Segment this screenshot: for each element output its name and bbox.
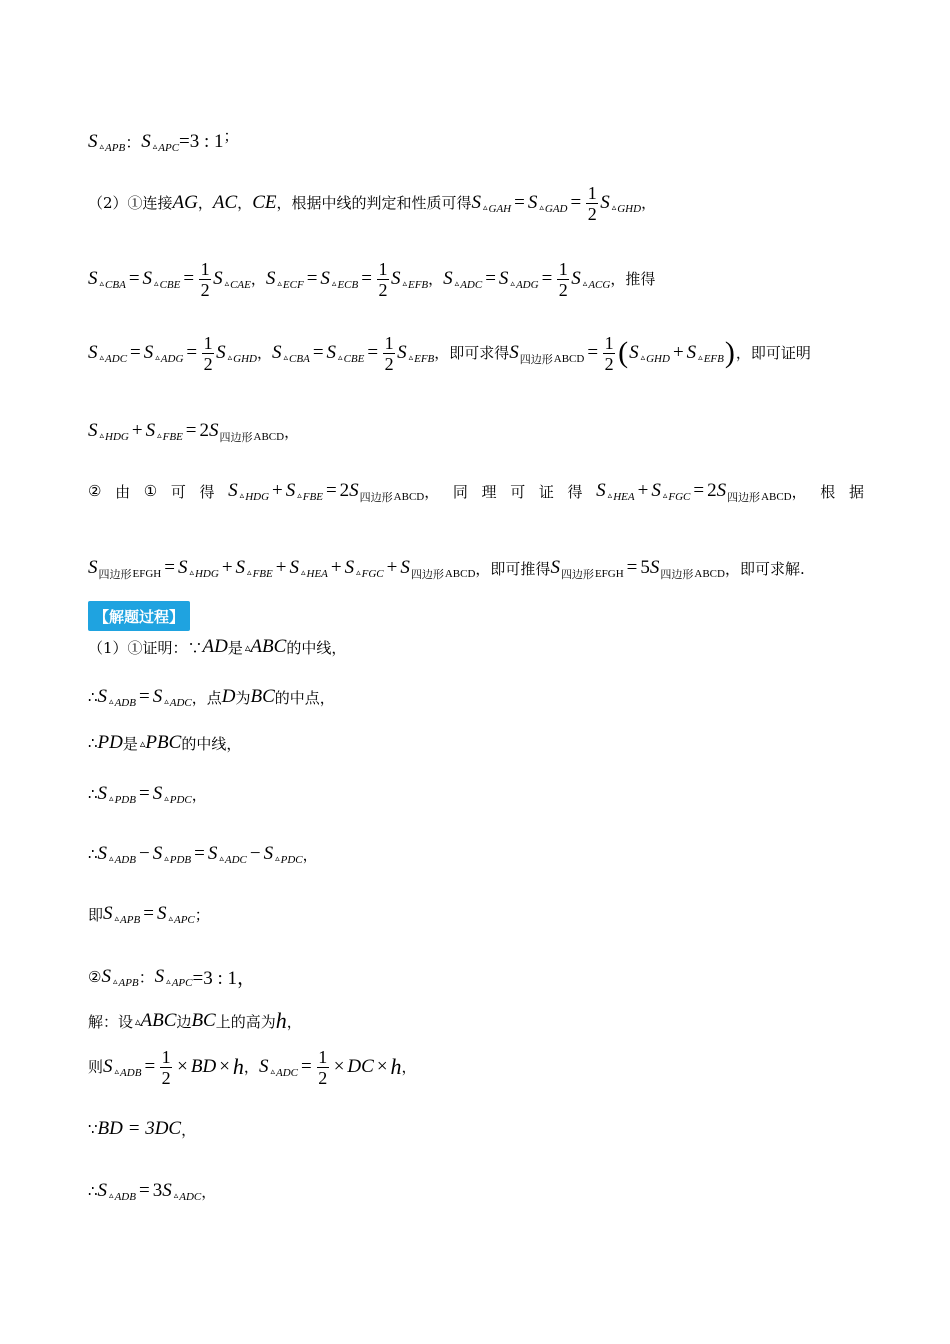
efgh-area-line: S 四边形 EFGH = S ▵ HDG + S ▵ FBE + S ▵ HEA + S ▵ FGC + S 四边形 ABCD ，即可推得 S 四边形 EFGH = 5 S 四边形 ABCD ，即可求解. bbox=[88, 557, 805, 581]
quadrilateral-area-derivation-line: S ▵ ADC = S ▵ ADG = $\frac{1}{2}$ S ▵ GHD ， S ▵ CBA = S ▵ CBE = $\frac{1}{2}$ S ▵ EFB ，即可求得 S 四边形 ABCD = $\frac{1}{2}$ ( S ▵ GHD + S ▵ EFB ) ，即可证明 bbox=[88, 333, 811, 374]
part2-intro-line: （2）①连接 AG ， AC ， CE ，根据中线的判定和性质可得 S ▵ GAH = S ▵ GAD = $\frac{1}{2}$ S ▵ GHD ， bbox=[88, 183, 657, 224]
solution-line-7: ② S ▵ APB ： S ▵ APC =3 : 1， bbox=[88, 965, 256, 989]
line-ratio-summary: S ▵ APB ： S ▵ APC =3 : 1 ； bbox=[88, 127, 239, 154]
fraction-half: $\frac{1}{2}$ bbox=[587, 183, 597, 224]
solution-line-3: ∴ PD 是 ▵ PBC 的中线， bbox=[88, 732, 242, 753]
solution-line-8: 解：设 ▵ ABC 边 BC 上的高为 h ， bbox=[88, 1008, 302, 1033]
solution-line-2: ∴ S ▵ ADB = S ▵ ADC ，点 D 为 BC 的中点， bbox=[88, 686, 335, 709]
solution-line-5: ∴ S ▵ ADB − S ▵ PDB = S ▵ ADC − S ▵ PDC ， bbox=[88, 843, 318, 866]
solution-line-1: （1）①证明：∵ AD 是 ▵ ABC 的中线， bbox=[88, 636, 347, 657]
solution-line-10: ∵ BD = 3DC ， bbox=[88, 1118, 197, 1139]
proof-target-line: S ▵ HDG + S ▵ FBE = 2 S 四边形 ABCD ， bbox=[88, 420, 300, 444]
solution-line-4: ∴ S ▵ PDB = S ▵ PDC ， bbox=[88, 783, 207, 806]
solution-line-6: 即 S ▵ APB = S ▵ APC ； bbox=[88, 903, 210, 926]
triangle-area-relations-line: S ▵ CBA = S ▵ CBE = $\frac{1}{2}$ S ▵ CAE ， S ▵ ECF = S ▵ ECB = $\frac{1}{2}$ S ▵ EFB ， S ▵ ADC = S ▵ ADG = $\frac{1}{2}$ S ▵ ACG ，推得 bbox=[88, 259, 656, 300]
similar-proof-line: ② 由 ① 可 得 S ▵ HDG + S ▵ FBE = 2 S 四边形 ABCD ， 同 理 可 证 得 S ▵ HEA + S ▵ FGC = 2 S 四边形 ABCD ， 根 据 bbox=[88, 480, 864, 504]
solution-line-11: ∴ S ▵ ADB = 3 S ▵ ADC ， bbox=[88, 1180, 217, 1203]
solution-line-9: 则 S ▵ ADB = $\frac{1}{2}$ × BD × h ， S ▵ ADC = $\frac{1}{2}$ × DC × h ， bbox=[88, 1047, 417, 1088]
solution-process-badge: 【解题过程】 bbox=[88, 601, 190, 631]
